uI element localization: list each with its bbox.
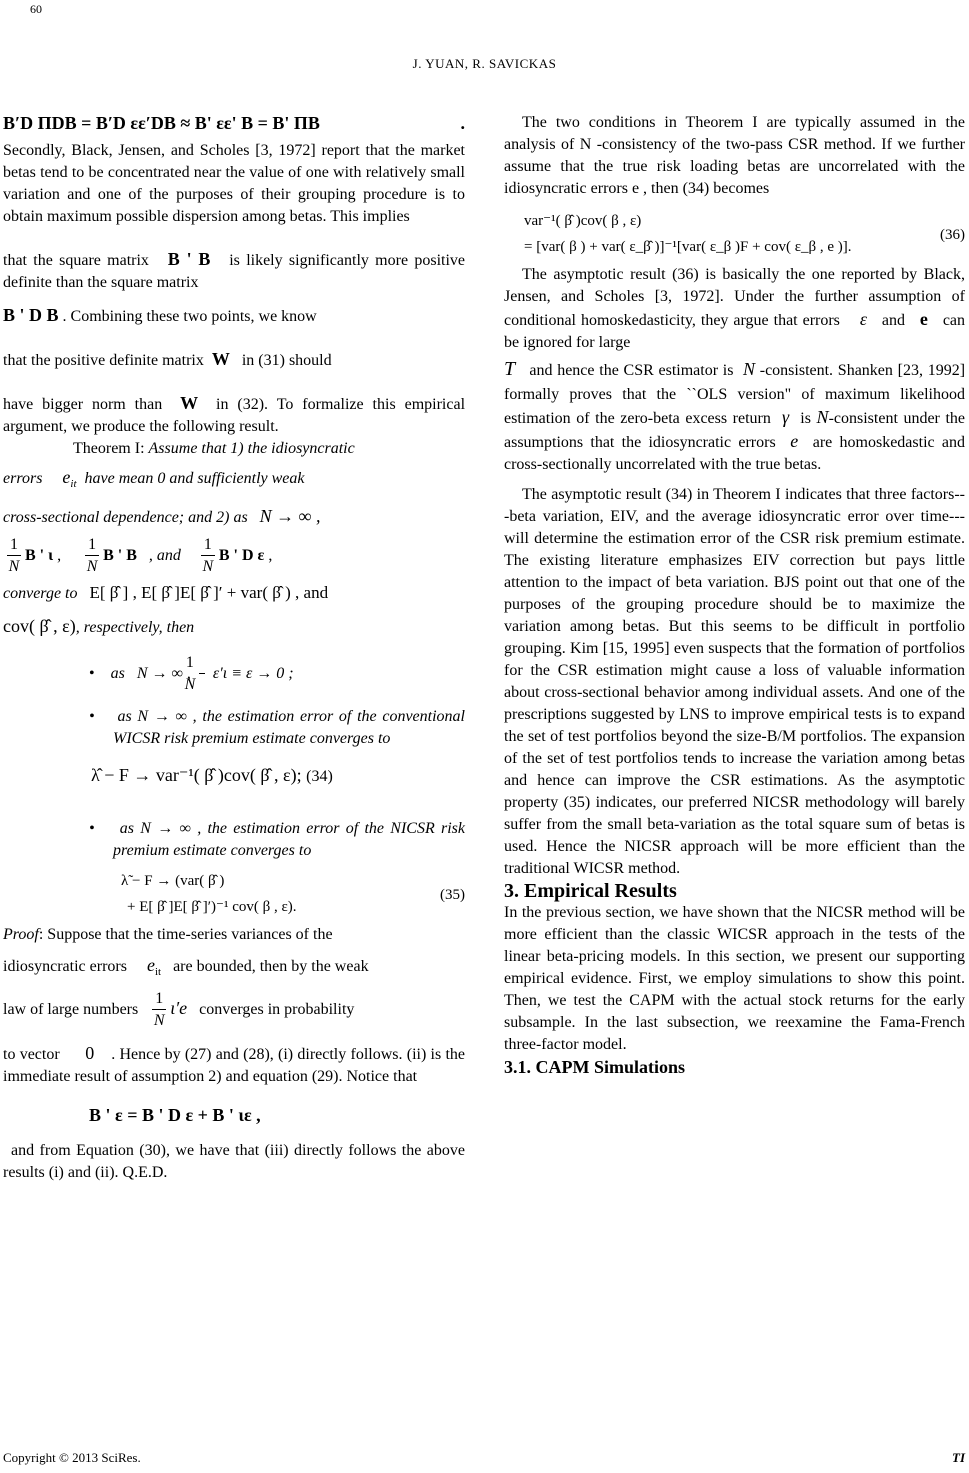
theorem-text-1: Assume that 1) the idiosyncratic: [148, 440, 355, 457]
equation-35-line-2: + E[ β̂ ]E[ β̂ ]′)⁻¹ cov( β , ε).: [127, 899, 297, 916]
proof-fraction-numerator: 1: [152, 989, 166, 1010]
proof-line-3: [3, 989, 465, 1032]
limit-n-infinity: N → ∞ ,: [259, 506, 321, 527]
theorem-text-2a: errors: [3, 470, 43, 487]
right-p2-text-g: are homoskedastic and cross-sectionally uncorrelated with the true betas.: [504, 434, 965, 473]
running-header: J. YUAN, R. SAVICKAS: [412, 56, 557, 71]
page-number: 60: [30, 2, 42, 16]
paragraph-5-text-a: have bigger norm than: [3, 396, 163, 413]
proof-symbol-e-subscript: it: [154, 966, 162, 979]
theorem-cov-expr: cov( β̂ , ε): [3, 616, 76, 637]
proof-text-2a: idiosyncratic errors: [3, 958, 127, 976]
paragraph-5: [3, 392, 465, 438]
equation-36-line-1: var⁻¹( β̂ )cov( β , ε): [524, 213, 642, 229]
right-column: [504, 112, 965, 1078]
theorem-label: Theorem I:: [73, 440, 145, 457]
paragraph-2: [3, 248, 465, 294]
right-p2-text-a: The asymptotic result (36) is basically the one reported by Black, Jensen, and Scholes [3, 1972]. Under the further assumption of conditional homoskedasticity, they argue that errors: [504, 266, 965, 329]
bullet-1: • as N → ∞ , $\frac{1}{N}$ ε′ι ≡ ε → 0 ;: [3, 653, 465, 696]
fraction-3-numerator: 1: [201, 535, 215, 556]
paragraph-3-text: . Combining these two points, we know: [62, 308, 317, 325]
fraction-2: [85, 535, 99, 578]
theorem-and: , and: [148, 547, 181, 565]
theorem-text-3a: cross-sectional dependence; and 2) as: [3, 509, 248, 527]
symbol-e: e: [62, 467, 71, 487]
right-p2-and: and: [881, 312, 905, 329]
bullet-2-text: as N → ∞ , the estimation error of the conventional WICSR risk premium estimate converges to: [113, 708, 465, 748]
right-paragraph-3: The asymptotic result (34) in Theorem I indicates that three factors---beta variation, EIV, and the average idiosyncratic error over time---will determine the estimation error of the CSR risk premium estimate. The existing literature emphasizes EIV correction but pays little attention to the impact of beta variation. BJS point out that one of the purposes of the grouping procedure should be to maximize the variation among betas. But this seems to be difficult in portfolio grouping. Kim [15, 1995] even suspects that the formation of portfolios for the CSR estimation might cause a loss of valuable information about cross-sectional behavior among individual assets. And one of the prescriptions suggested by LNS to improve empirical tests is to expand the set of test portfolios beyond the size-B/M portfolios. The expansion of the set of test portfolios tends to increase the variation among betas and hence can improve the CSR estimations. As the asymptotic property (35) indicates, our preferred NICSR methodology will barely suffer from the small beta-variation as the total square sum of betas is used. Hence the NICSR approach will be more efficient than the traditional WICSR method.: [504, 486, 965, 877]
equation-36-line-2: = [var( β ) + var( ε_β̂ )]⁻¹[var( ε_β )F + cov( ε_β , e )].: [524, 239, 852, 255]
paragraph-1: Secondly, Black, Jensen, and Scholes [3, 1972] report that the market betas tend to be concentrated near the value of one with relatively small variation and one of the purposes of their grouping procedure is to obtain maximum possible dispersion among betas. This implies: [3, 142, 465, 225]
theorem-text-2b: have mean 0 and sufficiently weak: [84, 470, 305, 487]
equation-34-number: (34): [306, 768, 333, 786]
proof-line-2: [3, 954, 465, 983]
symbol-t: T: [504, 358, 516, 380]
proof-text-4a: to vector: [3, 1046, 60, 1064]
symbol-e-errors: e: [790, 431, 799, 451]
matrix-symbol-w: W: [211, 349, 230, 369]
proof-fraction: [152, 989, 166, 1032]
paragraph-3: [3, 304, 465, 328]
symbol-n: N: [742, 359, 755, 379]
bullet-1-as: as: [110, 665, 125, 683]
paragraph-final: and from Equation (30), we have that (iii) directly follows the above results (i) and (ii). Q.E.D.: [3, 1142, 465, 1182]
equation-34-expr: λ̂ − F → var⁻¹( β̂ )cov( β̂ , ε);: [91, 765, 302, 786]
right-p2-text-c: and hence the CSR estimator is: [529, 362, 734, 379]
right-paragraph-4: In the previous section, we have shown that the NICSR method will be more efficient than the classic WICSR approach in the tests of the linear beta-pricing models. In this section, we present our supporting empirical evidence. First, we employ simulations to show this point. Then, we test the CAPM with the actual stock returns for the early subsample. In the last subsection, we reexamine the Fama-French three-factor model.: [504, 904, 965, 1053]
fraction-2-expr: B ' B: [103, 547, 137, 565]
proof-text-3a: law of large numbers: [3, 1001, 139, 1019]
equation-35-line-1: λ̃ − F → (var( β̂ ): [121, 873, 225, 890]
equation-36: [504, 208, 965, 260]
bullet-3: • as N → ∞ , the estimation error of the NICSR risk premium estimate converges to: [89, 820, 466, 860]
equation-top: [3, 112, 465, 134]
fraction-2-denominator: N: [86, 558, 98, 576]
equation-35-number: (35): [440, 887, 465, 904]
paragraph-5-text-b: in (32). To formalize this empirical argument, we produce the following result.: [3, 396, 466, 435]
bullet-1-fraction-numerator: 1: [199, 653, 205, 674]
bullet-2: • as N → ∞ , the estimation error of the conventional WICSR risk premium estimate converges to: [89, 708, 465, 748]
section-3-1-heading: 3.1. CAPM Simulations: [504, 1057, 686, 1077]
fraction-3-denominator: N: [202, 558, 214, 576]
proof-text-4b: . Hence by (27) and (28), (i) directly follows. (ii) is the immediate result of assumption 2) and equation (29). Notice that: [3, 1046, 466, 1086]
right-p2-text-f: -consistent under the assumptions that the idiosyncratic errors: [504, 410, 966, 451]
proof-line-4: [3, 1042, 465, 1088]
equation-top-text: B′D ΠDB = B′D εε′DB ≈ B' εε' B = B' ΠB: [3, 113, 320, 133]
theorem-converge-expr: E[ β̂ ] , E[ β̂ ]E[ β̂ ]′ + var( β̂ ) , and: [89, 583, 329, 603]
matrix-symbol-bb: B ' B: [167, 249, 211, 269]
zero-vector: 0: [85, 1043, 95, 1064]
bullet-1-fraction-denominator: N: [184, 676, 196, 694]
theorem-fractions: $\frac{1}{N}$ B ' ι , $\frac{1}{N}$ B ' B , and $\frac{1}{N}$ B ' D ε ,: [3, 535, 465, 578]
footer-copyright: Copyright © 2013 SciRes.: [3, 1450, 141, 1465]
proof-symbol-e: e: [146, 955, 155, 976]
theorem-cov-line: [3, 615, 465, 639]
proof-line-1: [3, 924, 465, 946]
proof-text-1: : Suppose that the time-series variances of the: [38, 926, 333, 944]
fraction-1-denominator: N: [8, 558, 20, 576]
paragraph-4-text-a: that the positive definite matrix: [3, 352, 204, 369]
left-column: [3, 112, 465, 1184]
equation-34: [3, 764, 465, 788]
bullet-1-limit: N → ∞ ,: [136, 665, 191, 683]
bullet-1-expr: ε′ι ≡ ε → 0 ;: [212, 665, 294, 683]
theorem-1-line-1: [3, 438, 465, 460]
matrix-symbol-bdb: B ' D B: [3, 305, 59, 325]
fraction-3: [201, 535, 215, 578]
section-3-heading: 3. Empirical Results: [504, 880, 677, 902]
equation-top-tail: .: [460, 113, 465, 133]
paragraph-4-text-b: in (31) should: [241, 352, 332, 369]
fraction-1: [7, 535, 21, 578]
theorem-respectively: , respectively, then: [75, 619, 195, 637]
paragraph-2-text-a: that the square matrix: [3, 252, 149, 269]
footer-journal: TI: [952, 1450, 965, 1465]
symbol-e-bar: e: [919, 309, 928, 329]
theorem-1-line-2: [3, 466, 465, 495]
fraction-1-numerator: 1: [7, 535, 21, 556]
right-p2-text-e: is: [800, 410, 811, 427]
matrix-symbol-w-tilde: W: [180, 393, 199, 413]
right-paragraph-2: [504, 264, 965, 476]
equation-36-number: (36): [940, 227, 965, 243]
equation-notice: B ' ε = B ' D ε + B ' ιε ,: [89, 1105, 261, 1126]
proof-text-2b: are bounded, then by the weak: [173, 958, 369, 976]
theorem-1-line-3: [3, 505, 465, 529]
right-paragraph-1: The two conditions in Theorem I are typically assumed in the analysis of N -consistency of the two-pass CSR method. If we further assume that the true risk loading betas are uncorrelated with the idiosyncratic errors e , then (34) becomes: [504, 114, 965, 197]
symbol-gamma: γ: [782, 407, 790, 427]
symbol-epsilon-beta-hat: ε: [859, 309, 867, 329]
paragraph-4: [3, 348, 465, 372]
fraction-2-numerator: 1: [85, 535, 99, 556]
theorem-converge-label: converge to: [3, 585, 78, 603]
equation-35: [3, 868, 465, 920]
proof-expr: ι′e: [170, 998, 188, 1019]
right-p2-text-d: -consistent. Shanken [23, 1992] formally proves that the ``OLS version" of maximum likelihood estimation of the zero-beta excess return: [504, 362, 966, 427]
theorem-converge-line: [3, 582, 465, 605]
proof-text-3b: converges in probability: [199, 1001, 355, 1019]
symbol-n-2: N: [816, 407, 829, 427]
fraction-1-expr: B ' ι: [25, 547, 54, 565]
right-p2-text-b: can be ignored for large: [504, 312, 966, 351]
proof-fraction-denominator: N: [153, 1012, 165, 1030]
bullet-3-text: as N → ∞ , the estimation error of the NICSR risk premium estimate converges to: [113, 820, 466, 860]
fraction-3-expr: B ' D ε: [218, 547, 265, 565]
bullet-1-fraction: [184, 653, 205, 696]
paragraph-2-text-b: is likely significantly more positive definite than the square matrix: [3, 252, 466, 291]
symbol-e-subscript: it: [70, 478, 77, 491]
proof-label: Proof: [3, 926, 39, 944]
